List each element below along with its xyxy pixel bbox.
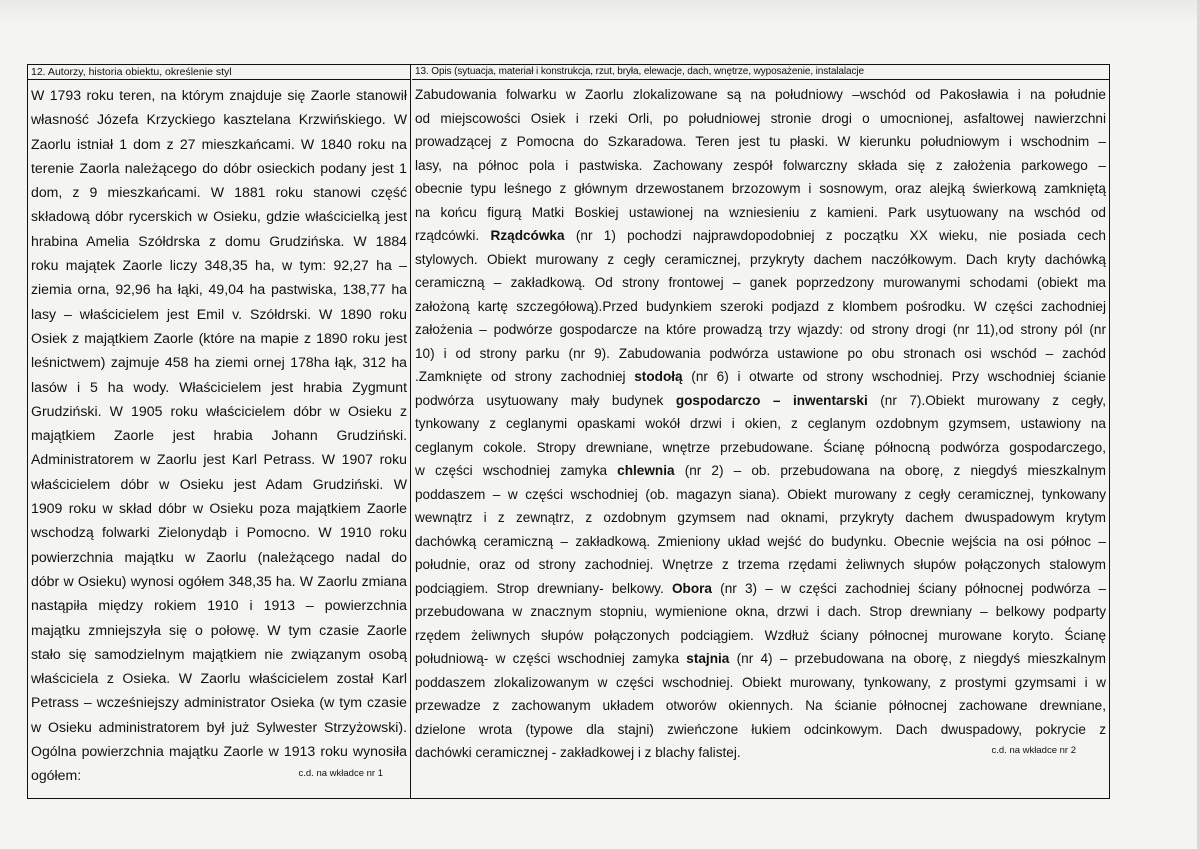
- text-line: właścicielem dóbr w Osieku jest Adam Grudziński. W: [31, 475, 407, 492]
- continuation-note: c.d. na wkładce nr 1: [298, 768, 383, 780]
- text-line: powierzchnia majątku w Zaorlu (należącego nadal do: [31, 548, 407, 565]
- text-line: wschodzą folwarki Zielonydąb i Pomocno. W 1910 roku: [31, 524, 407, 541]
- text-segment: (nr 1) pochodzi najprawdopodobniej z początku XX wieku, nie posiada cech: [564, 228, 1106, 243]
- text-line: Petrass – wcześniejszy administrator Osieka (w tym czasie: [31, 694, 407, 711]
- text-line: [415, 530, 1106, 554]
- text-line: [415, 389, 1106, 413]
- text-segment: tynkowany z ceglanymi opaskami wokół drzwi i okien, z ceglanym ozdobnym gzymsem, ustawiony na: [415, 416, 1106, 431]
- text-segment: .Zamknięte od strony zachodniej: [415, 369, 635, 384]
- text-segment: od miejscowości Osiek i rzeki Orli, po południowej stronie drogi o umocnionej, asfaltowej nawierzchni: [415, 110, 1106, 126]
- text-line: majątku zmniejszyła się o połowę. W tym czasie Zaorle: [31, 621, 407, 638]
- text-segment: podciągiem. Strop drewniany- belkowy.: [415, 580, 672, 596]
- text-segment: (nr 4) – przebudowana na oborę, z niegdyś mieszkalnym: [729, 651, 1106, 666]
- description-text: [412, 80, 1109, 765]
- text-line: stało się samodzielnym majątkiem nie związanym osobą: [31, 645, 407, 662]
- text-segment: rzędem żeliwnych słupów połączonych podciągiem. Wzdłuż ściany północnej murowane koryto. Ścianę: [415, 627, 1106, 643]
- description-column: [412, 65, 1109, 798]
- text-segment: poddaszem – w części wschodniej (ob. magazyn siana). Obiekt murowany z cegły ceramicznej, tynkowany: [415, 486, 1106, 502]
- text-line: Administratorem w Zaorlu jest Karl Petrass. W 1907 roku: [31, 451, 407, 468]
- text-line: [415, 600, 1106, 624]
- text-line: majątkiem Zaorle jest hrabia Johann Grudziński.: [31, 427, 407, 444]
- text-line: [415, 224, 1106, 248]
- text-line: ziemia orna, 92,96 ha łąki, 49,04 ha pastwiska, 138,77 ha: [31, 281, 407, 298]
- text-line: [415, 295, 1106, 319]
- text-line: własność Józefa Krzyckiego kasztelana Krzwińskiego. W: [31, 111, 407, 128]
- text-segment: podwórza usytuowany mały budynek: [415, 392, 676, 408]
- text-line: [415, 459, 1106, 483]
- text-line: [415, 201, 1106, 225]
- text-line: [415, 177, 1106, 201]
- text-line: terenie Zaorla należącego do dóbr osieckich podany jest 1: [31, 159, 407, 176]
- text-segment: obecnie typu leśnego z głównym drzewostanem brzozowym i sosnowym, oraz alejką świerkową zamkniętą: [415, 181, 1106, 196]
- text-line: lasy – właścicielem jest Emil v. Szółdrski. W 1890 roku: [31, 305, 407, 322]
- text-segment: założoną kartę szczegółową).Przed budynkiem szeroki podjazd z klombem pośrodku. W części zachodniej: [415, 298, 1106, 314]
- text-segment: ceglanym cokole. Stropy drewniane, wnętrze przebudowane. Ścianę północną podwórza gospodarczego,: [415, 439, 1106, 455]
- history-text: [28, 80, 410, 788]
- text-line: dóbr w Osieku) wynosi ogółem 348,35 ha. W Zaorlu zmiana: [31, 572, 407, 589]
- text-segment: południową- w części wschodniej zamyka: [415, 651, 687, 666]
- text-segment: założenia – podwórze gospodarcze na które prowadzą trzy wjazdy: od strony drogi (nr 11),od strony pól (nr: [415, 322, 1106, 337]
- text-segment: poddaszem zlokalizowanym w części wschodniej. Obiekt murowany, tynkowany, z prostymi gzymsami i w: [415, 674, 1106, 690]
- column-divider: [410, 65, 411, 798]
- text-line: [415, 130, 1106, 154]
- text-segment: 10) i od strony parku (nr 9). Zabudowania podwórza ustawione po obu stronach osi wschód – zachód: [415, 345, 1106, 361]
- text-line: Ogólna powierzchnia majątku Zaorle w 1913 roku wynosiła: [31, 743, 407, 760]
- text-line-last: [415, 741, 1106, 765]
- text-line: 1909 roku w skład dóbr w Osieku poza majątkiem Zaorle: [31, 500, 407, 517]
- text-line: składową dóbr rycerskich w Osieku, gdzie właścicielką jest: [31, 208, 407, 225]
- building-name: gospodarczo – inwentarski: [675, 392, 868, 408]
- text-segment: prowadzącej z Pomocna do Szkaradowa. Teren jest tu płaski. W kierunku południowym i wschodnim –: [415, 134, 1106, 149]
- text-segment: stylowych. Obiekt murowany z cegły ceramicznej, przykryty dachem naczółkowym. Dach kryty dachówką: [415, 251, 1106, 267]
- text-line: [415, 271, 1106, 295]
- building-name: stodołą: [634, 369, 683, 384]
- text-line: [415, 718, 1106, 742]
- description-column-header: 13. Opis (sytuacja, materiał i konstrukcja, rzut, bryła, elewacje, dach, wnętrze, wyposażenie, instalalacje: [412, 65, 1109, 80]
- text-line: [415, 83, 1106, 107]
- text-line: lasów i 5 ha wody. Właścicielem jest hrabia Zygmunt: [31, 378, 407, 395]
- continuation-note: c.d. na wkładce nr 2: [991, 745, 1076, 756]
- text-segment: (nr 7).Obiekt murowany z cegły,: [867, 392, 1106, 408]
- text-line: [415, 412, 1106, 436]
- text-line: [415, 694, 1106, 718]
- text-segment: lasy, na północ pola i pastwiska. Zachowany zespół folwarczny składa się z założenia parkowego –: [415, 157, 1106, 173]
- text-line: [415, 671, 1106, 695]
- text-line: [415, 154, 1106, 178]
- text-line: właściciela z Osieka. W Zaorlu właścicielem został Karl: [31, 670, 407, 687]
- text-segment: w części wschodniej zamyka: [415, 463, 618, 478]
- text-line: nastąpiła między rokiem 1910 i 1913 – powierzchnia: [31, 597, 407, 614]
- building-name: chlewnia: [617, 463, 675, 478]
- text-segment: wewnątrz i z zewnątrz, z ozdobnym gzymsem nad oknami, przykryty dachem dwuspadowym krytym: [415, 510, 1106, 525]
- text-line: hrabina Amelia Szółdrska z domu Grudzińska. W 1884: [31, 232, 407, 249]
- text-line: [415, 506, 1106, 530]
- text-segment: przebudowana w znacznym stopniu, wymienione okna, drzwi i dach. Strop drewniany – belkowy podparty: [415, 604, 1106, 619]
- text-line: [415, 553, 1106, 577]
- history-column: [28, 65, 410, 798]
- building-name: Obora: [671, 580, 712, 596]
- text-segment: (nr 6) i otwarte od strony wschodniej. Przy wschodniej ścianie: [682, 369, 1106, 384]
- text-line: leśnictwem) zajmuje 458 ha ziemi ornej 178ha łąk, 312 ha: [31, 354, 407, 371]
- text-line: [415, 483, 1106, 507]
- text-line: Zaorlu istniał 1 dom z 27 mieszkańcami. W 1840 roku na: [31, 135, 407, 152]
- text-segment: dachówką ceramiczną – zakładkową. Zmieniony układ wejść do budynku. Obecnie wejścia na osi północ –: [415, 533, 1106, 549]
- text-line: Osiek z majątkiem Zaorle (które na mapie z 1890 roku jest: [31, 329, 407, 346]
- text-line: [415, 436, 1106, 460]
- text-line-end: ogółem:: [31, 767, 82, 784]
- text-line: [415, 248, 1106, 272]
- text-line-end: dachówki ceramicznej - zakładkowej i z blachy falistej.: [415, 745, 741, 760]
- text-line: dom, z 9 mieszkańcami. W 1881 roku stanowi część: [31, 184, 407, 201]
- text-line: W 1793 roku teren, na którym znajduje się Zaorle stanowił: [31, 87, 407, 103]
- text-line: Grudziński. W 1905 roku właścicielem dóbr w Osieku z: [31, 402, 407, 419]
- text-segment: rządcówki.: [415, 228, 491, 243]
- text-segment: ceramiczną – zakładkową. Od strony frontowej – ganek poprzedzony murowanymi schodami (obiekt ma: [415, 275, 1106, 290]
- text-segment: na końcu figurą Matki Boskiej ustawionej na wzniesieniu z kamieni. Park usytuowany na wschód od: [415, 204, 1106, 220]
- text-line-last: [31, 763, 407, 787]
- text-line: roku majątek Zaorle liczy 348,35 ha, w tym: 92,27 ha –: [31, 257, 407, 274]
- text-line: [415, 365, 1106, 389]
- text-line: [415, 647, 1106, 671]
- form-table: [27, 64, 1110, 799]
- text-line: [415, 577, 1106, 601]
- building-name: Rządcówka: [490, 228, 565, 243]
- text-segment: Zabudowania folwarku w Zaorlu zlokalizowane są na południowy –wschód od Pakosławia i na południe: [415, 87, 1106, 102]
- text-line: [415, 624, 1106, 648]
- text-line: [415, 107, 1106, 131]
- building-name: stajnia: [686, 651, 730, 666]
- text-segment: dzielone wrota (typowe dla stajni) zwieńczone łukiem odcinkowym. Dach dwuspadowy, pokrycie z: [415, 721, 1106, 737]
- text-line: w Osieku administratorem był już Sylwester Strzyżowski).: [31, 718, 407, 735]
- text-segment: przewadze z zachowanym układem otworów okiennych. Na ścianie północnej zachowane drewniane,: [415, 698, 1106, 713]
- text-segment: (nr 2) – ob. przebudowana na oborę, z niegdyś mieszkalnym: [674, 463, 1106, 478]
- text-line: [415, 342, 1106, 366]
- text-segment: południe, oraz od strony zachodniej. Wnętrze z trzema rzędami żeliwnych słupów połączonych stalowym: [415, 557, 1106, 572]
- text-segment: (nr 3) – w części zachodniej ściany północnej podwórza –: [711, 580, 1106, 596]
- text-line: [415, 318, 1106, 342]
- scan-top-edge: [0, 0, 1200, 24]
- history-column-header: 12. Autorzy, historia obiektu, określenie styl: [28, 65, 410, 80]
